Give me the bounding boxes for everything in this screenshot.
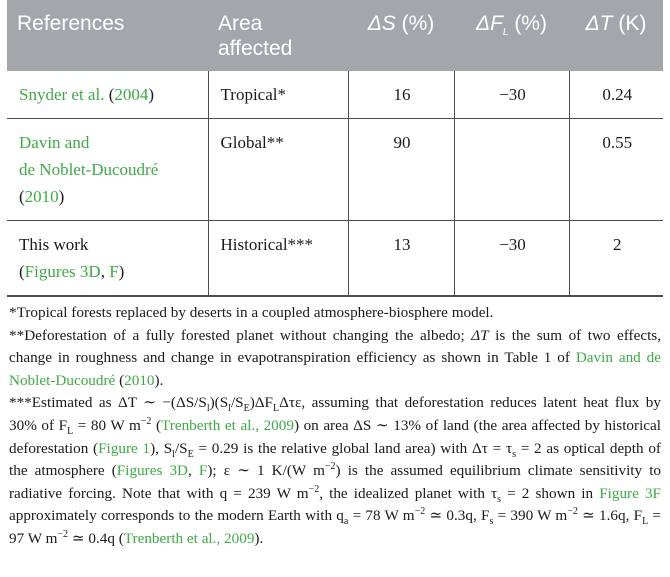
cell-area: Tropical* xyxy=(208,71,348,119)
header-delta-s: ΔS (%) xyxy=(348,0,454,71)
figure-link[interactable]: Figure 1 xyxy=(98,439,151,457)
cell-reference: Davin and de Noblet-Ducoudré (2010) xyxy=(7,119,208,221)
table-header xyxy=(7,0,663,71)
reference-year-link[interactable]: 2010 xyxy=(24,187,59,206)
table-row xyxy=(7,119,663,221)
reference-link[interactable]: Trenberth et al., 2009 xyxy=(161,416,294,434)
cell-area: Historical*** xyxy=(208,221,348,297)
cell-delta-t: 2 xyxy=(569,221,663,297)
reference-year-link[interactable]: 2004 xyxy=(114,85,149,104)
cell-area: Global** xyxy=(208,119,348,221)
reference-year-link[interactable]: 2010 xyxy=(124,371,155,389)
figure-link[interactable]: F xyxy=(198,462,208,480)
figure-link[interactable]: Figures 3D xyxy=(116,462,189,480)
cell-reference: Snyder et al. (2004) xyxy=(7,71,208,119)
reference-link[interactable]: Davin and de Noblet-Ducoudré xyxy=(9,349,661,389)
cell-delta-t: 0.55 xyxy=(569,119,663,221)
reference-link[interactable]: Davin and xyxy=(19,133,90,152)
header-delta-fl: $\Delta F_L$ (%) xyxy=(454,0,569,71)
data-table xyxy=(7,0,663,297)
cell-delta-t: 0.24 xyxy=(569,71,663,119)
footnote-3: ***Estimated as ΔT ∼ $-(\Delta S/S_l)(S_l/S_E)\Delta F_L\Delta\tau\varepsilon$, assuming that deforestation reduces latent heat flux by 30% of $F_L = 80$ W $m^{-2}$ (Trenberth et al., 2009) on area ΔS ∼ 13% of land (the area affected by historical deforestation (Figure 1), $S_l/S_E = 0.29$ is the relative global land area) with $\Delta\tau = \tau_s = 2$ as optical depth of the atmosphere (Figures 3D, F); ε ∼ 1 K/(W $m^{-2}$) is the assumed equilibrium climate sensitivity to radiative forcing. Note that with q = 239 W $m^{-2}$, the idealized planet with $\tau_s = 2$ shown in Figure 3F approximately corresponds to the modern Earth with $q_a = 78$ W $m^{-2}$ ≃ 0.3q, $F_s = 390$ W $m^{-2}$ ≃ 1.6q, $F_L = 97$ W $m^{-2}$ ≃ 0.4q (Trenberth et al., 2009). xyxy=(9,394,662,547)
figure-link[interactable]: F xyxy=(109,262,119,281)
cell-delta-fl xyxy=(454,119,569,221)
cell-delta-s: 13 xyxy=(348,221,454,297)
table-row xyxy=(7,71,663,119)
cell-delta-fl: −30 xyxy=(454,71,569,119)
header-area-affected: Area affected xyxy=(208,0,348,71)
figure-link[interactable]: Figures 3D xyxy=(24,262,101,281)
cell-reference: This work (Figures 3D, F) xyxy=(7,221,208,297)
cell-delta-fl: −30 xyxy=(454,221,569,297)
table-page xyxy=(7,0,663,551)
figure-link[interactable]: Figure 3F xyxy=(599,484,662,502)
cell-delta-s: 16 xyxy=(348,71,454,119)
footnote-2: **Deforestation of a fully forested planet without changing the albedo; ΔT is the sum of two effects, change in roughness and change in evapotranspiration efficiency as shown in Table 1 of Davin and de Noblet-Ducoudré (2010). xyxy=(9,326,661,389)
table-row xyxy=(7,221,663,297)
table-footnotes xyxy=(7,297,663,551)
header-delta-t: ΔT (K) xyxy=(569,0,663,71)
cell-delta-s: 90 xyxy=(348,119,454,221)
footnote-1: *Tropical forests replaced by deserts in a coupled atmosphere-biosphere model. xyxy=(9,304,494,321)
reference-link[interactable]: Trenberth et al., 2009 xyxy=(123,529,255,547)
reference-link[interactable]: de Noblet-Ducoudré xyxy=(19,160,159,179)
reference-link[interactable]: Snyder et al. xyxy=(19,85,105,104)
header-references: References xyxy=(7,0,208,71)
